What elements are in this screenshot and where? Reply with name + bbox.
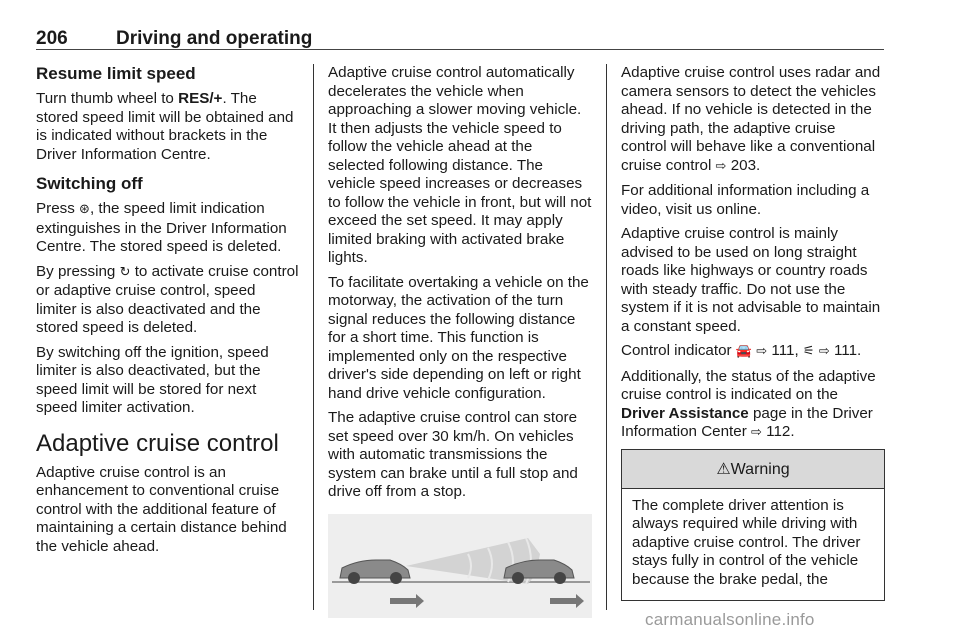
paragraph: Turn thumb wheel to RES/+. The stored speed limit will be obtained and is indicated without brackets in the Driver Information Centre. <box>36 90 294 163</box>
watermark: carmanualsonline.info <box>645 610 815 629</box>
res-plus-label: RES/+ <box>178 90 223 107</box>
heading-adaptive-cruise-control: Adaptive cruise control <box>36 429 279 457</box>
page-number: 206 <box>36 28 68 49</box>
paragraph: To facilitate overtaking a vehicle on the motorway, the activation of the turn signal reduces the following distance for a short time. This function is implemented only on the respective driver's side depending on left or right hand drive vehicle configuration. <box>328 273 589 402</box>
paragraph: Adaptive cruise control is an enhancement to conventional cruise control with the additional feature of maintaining a certain distance behind the vehicle ahead. <box>36 463 287 555</box>
warning-box <box>621 449 885 601</box>
acc-illustration-svg <box>328 514 592 618</box>
paragraph: The adaptive cruise control can store set speed over 30 km/h. On vehicles with automatic transmissions the system can brake until a full stop and drive off from a stop. <box>328 409 578 500</box>
column-divider-1 <box>313 64 314 610</box>
page-ref-icon: ⇨ <box>715 158 727 174</box>
speed-limiter-icon: ⊛ <box>79 202 90 217</box>
paragraph: Adaptive cruise control is mainly advised to be used on long straight roads like highways or country roads with steady traffic. Do not use the system if it is not advisable to maintain a constant speed. <box>621 225 881 335</box>
heading-resume-limit-speed: Resume limit speed <box>36 64 196 83</box>
warning-icon: ⚠ <box>716 458 731 478</box>
header-rule <box>36 49 884 50</box>
warning-header <box>622 450 884 489</box>
driver-assistance-label: Driver Assistance <box>621 404 749 422</box>
column-3 <box>621 64 885 601</box>
paragraph: Adaptive cruise control uses radar and camera sensors to detect the vehicles ahead. If no vehicle is detected in the driving path, the adaptive cruise control will behave like a conventional cruise control ⇨ 203. <box>621 64 881 174</box>
page-ref-icon: ⇨ <box>818 344 830 359</box>
page-title: Driving and operating <box>116 28 313 49</box>
paragraph: Control indicator 🚘 ⇨ 111, ⚟ ⇨ 111. <box>621 342 862 359</box>
warning-text: The complete driver attention is always required while driving with adaptive cruise control. The driver stays fully in control of the vehicle because the brake pedal, the <box>632 496 861 588</box>
paragraph: By switching off the ignition, speed limiter is also deactivated, but the speed limit will be stored for next speed limiter activation. <box>36 343 269 416</box>
column-1 <box>36 64 300 562</box>
paragraph: Adaptive cruise control automatically decelerates the vehicle when approaching a slower moving vehicle. It then adjusts the vehicle speed to follow the vehicle ahead at the selected following distance. The vehicle speed increases or decreases to follow the vehicle in front, but will not exceed the set speed. It may apply limited braking with activated brake lights. <box>328 64 592 266</box>
paragraph: For additional information including a video, visit us online. <box>621 182 870 218</box>
acc-indicator-icon: ⚟ <box>802 344 815 359</box>
heading-switching-off: Switching off <box>36 174 143 193</box>
column-divider-2 <box>606 64 607 610</box>
vehicle-ahead-icon: 🚘 <box>735 344 752 359</box>
acc-illustration <box>328 514 592 618</box>
page-ref-icon: ⇨ <box>756 344 768 359</box>
cruise-control-icon: ↻ <box>119 264 131 280</box>
paragraph: By pressing ↻ to activate cruise control or adaptive cruise control, speed limiter is also deactivated and the stored speed is deleted. <box>36 262 299 336</box>
paragraph: Additionally, the status of the adaptive cruise control is indicated on the Driver Assistance page in the Driver Information Center ⇨ 112. <box>621 367 876 440</box>
page-ref-icon: ⇨ <box>751 425 762 440</box>
paragraph: Press ⊛, the speed limit indication extinguishes in the Driver Information Centre. The stored speed is deleted. <box>36 200 287 255</box>
warning-title: Warning <box>730 460 790 478</box>
column-2 <box>328 64 592 618</box>
